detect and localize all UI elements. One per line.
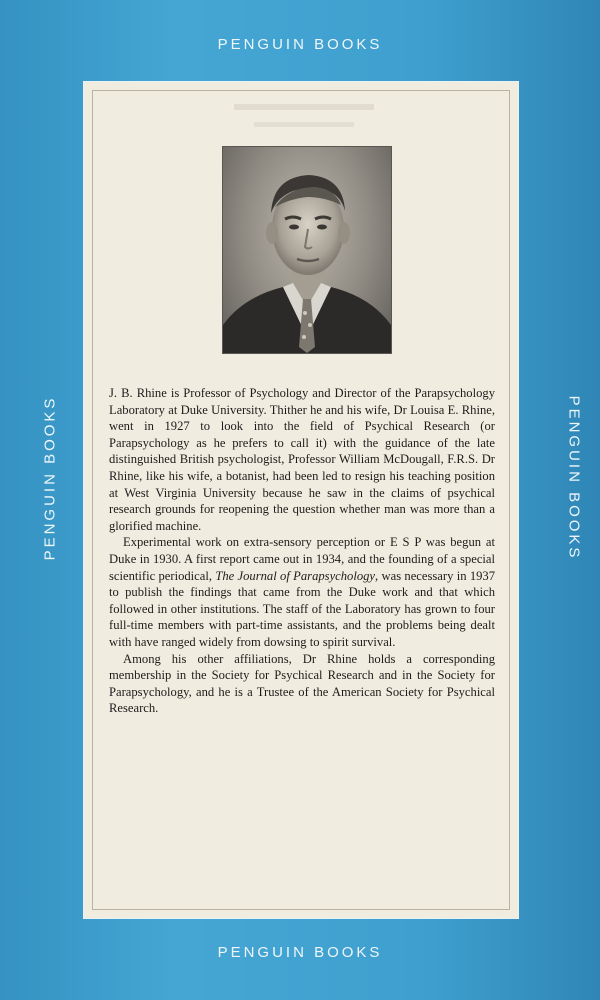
author-biography <box>109 385 495 717</box>
publisher-name-right: PENGUIN BOOKS <box>565 395 583 561</box>
bio-paragraph-1: J. B. Rhine is Professor of Psychology and Director of the Parapsychology Laboratory at Duke University. Thither he and his wife, Dr Louisa E. Rhine, went in 1927 to look into the field of Psychical Research (or Parapsychology as he prefers to call it) with the guidance of the late distinguished British psychologist, Professor William McDougall, F.R.S. Dr Rhine, like his wife, a botanist, had been led to resign his teaching position at West Virginia University because he saw in the claims of psychical research grounds for reopening the question whether man was more than a glorified machine. <box>109 386 495 533</box>
publisher-name-bottom: PENGUIN BOOKS <box>217 944 383 961</box>
content-panel <box>84 82 518 918</box>
publisher-name-top: PENGUIN BOOKS <box>217 36 383 53</box>
show-through-mark <box>234 104 374 110</box>
bio-paragraph-3: Among his other affiliations, Dr Rhine holds a corresponding membership in the Society for Psychical Research and in the Society for Parapsychology, and he is a Trustee of the American Society for Psychical Research. <box>109 651 495 716</box>
bio-paragraph-2-part-2: , was necessary in 1937 to publish the findings that came from the Duke work and that which followed in other institutions. The staff of the Laboratory has grown to four full-time members with part-time assistants, and the problems being dealt with have ranged widely from dowsing to spirit survival. <box>109 568 496 649</box>
portrait-illustration <box>223 147 391 353</box>
bio-paragraph-2-part-1: Experimental work on extra-sensory perception or E S P was begun at Duke in 1930. A first report came out in 1934, and the founding of a special scientific periodical, <box>109 535 495 583</box>
author-portrait <box>222 146 392 354</box>
bio-paragraph-2 <box>109 534 495 650</box>
publisher-name-left: PENGUIN BOOKS <box>41 395 59 561</box>
journal-title: The Journal of Parapsychology <box>215 568 376 583</box>
show-through-mark <box>254 122 354 127</box>
